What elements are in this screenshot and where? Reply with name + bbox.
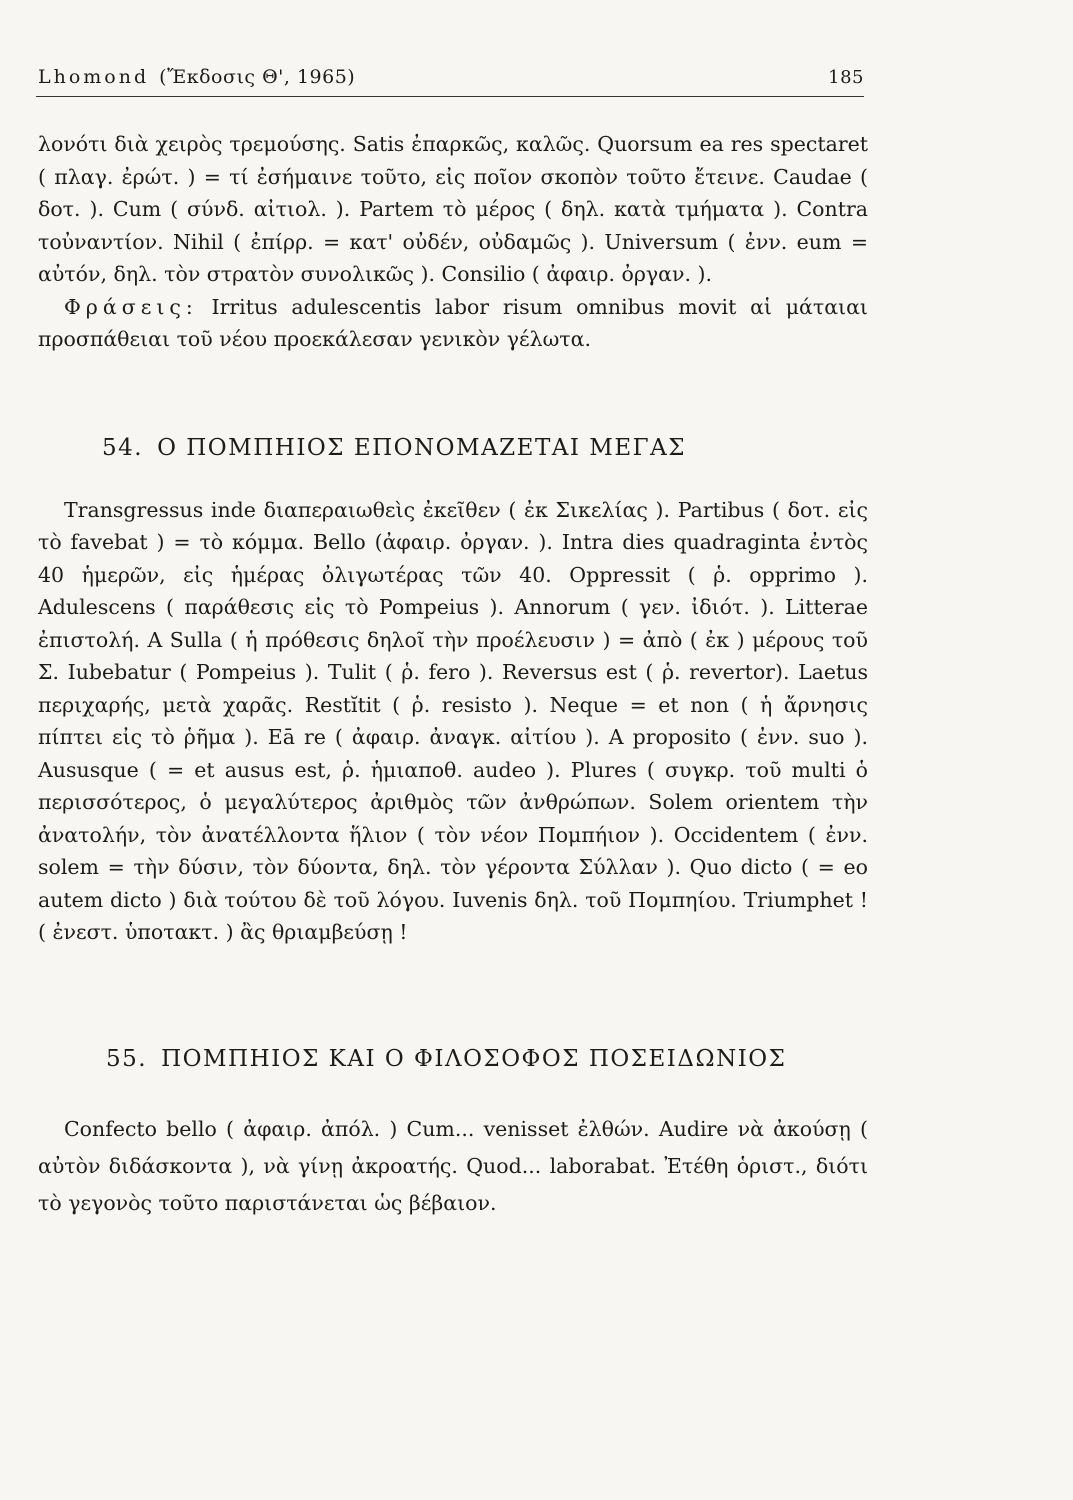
running-header bbox=[38, 66, 864, 88]
section-54-title: Ο ΠΟΜΠΗΙΟΣ ΕΠΟΝΟΜΑΖΕΤΑΙ ΜΕΓΑΣ bbox=[157, 434, 686, 461]
page-number: 185 bbox=[828, 67, 864, 88]
section-54-number: 54. bbox=[102, 434, 144, 461]
header-rule bbox=[36, 96, 864, 97]
section-55-number: 55. bbox=[106, 1045, 148, 1072]
header-edition: (Ἔκδοσις Θ', 1965) bbox=[159, 66, 356, 88]
header-left bbox=[38, 66, 355, 88]
header-author: Lhomond bbox=[38, 66, 150, 88]
phrases-paragraph bbox=[38, 291, 868, 356]
section-55-heading bbox=[38, 1043, 868, 1075]
phrases-text: Irritus adulescentis labor risum omnibus movit αἱ μάταιαι προσπάθειαι τοῦ νέου προεκάλεσαν γενικὸν γέλωτα. bbox=[38, 294, 868, 351]
phrases-label: Φράσεις: bbox=[64, 294, 198, 319]
section-55-text: Confecto bello ( ἀφαιρ. ἀπόλ. ) Cum... venisset ἐλθών. Audire νὰ ἀκούσῃ ( αὐτὸν διδάσκοντα ), νὰ γίνῃ ἀκροατής. Quod... laborabat. Ἐτέθη ὁριστ., διότι τὸ γεγονὸς τοῦτο παριστάνεται ὡς βέβαιον. bbox=[38, 1116, 868, 1215]
section-54-heading bbox=[38, 432, 868, 464]
section-54-text: Transgressus inde διαπεραιωθεὶς ἐκεῖθεν ( ἐκ Σικελίας ). Partibus ( δοτ. εἰς τὸ favebat ) = τὸ κόμμα. Bello (ἀφαιρ. ὀργαν. ). Intra dies quadraginta ἐντὸς 40 ἡμερῶν, εἰς ἡμέρας ὀλιγωτέρας τῶν 40. Oppressit ( ῥ. opprimo ). Adulescens ( παράθεσις εἰς τὸ Pompeius ). Annorum ( γεν. ἰδιότ. ). Litterae ἐπιστολή. A Sulla ( ἡ πρόθεσις δηλοῖ τὴν προέλευσιν ) = ἀπὸ ( ἐκ ) μέρους τοῦ Σ. Iubebatur ( Pompeius ). Tulit ( ῥ. fero ). Reversus est ( ῥ. revertor). Laetus περιχαρής, μετὰ χαρᾶς. Restĭtit ( ῥ. resisto ). Neque = et non ( ἡ ἄρνησις πίπτει εἰς τὸ ῥῆμα ). Eā re ( ἀφαιρ. ἀναγκ. αἰτίου ). A proposito ( ἐνν. suo ). Aususque ( = et ausus est, ῥ. ἡμιαποθ. audeo ). Plures ( συγκρ. τοῦ multi ὁ περισσότερος, ὁ μεγαλύτερος ἀριθμὸς τῶν ἀνθρώπων. Solem orientem τὴν ἀνατολήν, τὸν ἀνατέλλοντα ἥλιον ( τὸν νέον Πομπήιον ). Occidentem ( ἐνν. solem = τὴν δύσιν, τὸν δύοντα, δηλ. τὸν γέροντα Σύλλαν ). Quo dicto ( = eo autem dicto ) διὰ τούτου δὲ τοῦ λόγου. Iuvenis δηλ. τοῦ Πομπηίου. Triumphet ! ( ἐνεστ. ὑποτακτ. ) ἂς θριαμβεύσῃ ! bbox=[38, 497, 868, 944]
section-55-title: ΠΟΜΠΗΙΟΣ ΚΑΙ Ο ΦΙΛΟΣΟΦΟΣ ΠΟΣΕΙΔΩΝΙΟΣ bbox=[161, 1045, 787, 1072]
continued-paragraph: λονότι διὰ χειρὸς τρεμούσης. Satis ἐπαρκῶς, καλῶς. Quorsum ea res spectaret ( πλαγ. ἐρώτ. ) = τί ἐσήμαινε τοῦτο, εἰς ποῖον σκοπὸν τοῦτο ἔτεινε. Caudae ( δοτ. ). Cum ( σύνδ. αἰτιολ. ). Partem τὸ μέρος ( δηλ. κατὰ τμήματα ). Contra τοὐναντίον. Nihil ( ἐπίρρ. = κατ' οὐδέν, οὐδαμῶς ). Universum ( ἐνν. eum = αὐτόν, δηλ. τὸν στρατὸν συνολικῶς ). Consilio ( ἀφαιρ. ὀργαν. ). bbox=[38, 132, 868, 286]
page-body bbox=[38, 128, 868, 1222]
